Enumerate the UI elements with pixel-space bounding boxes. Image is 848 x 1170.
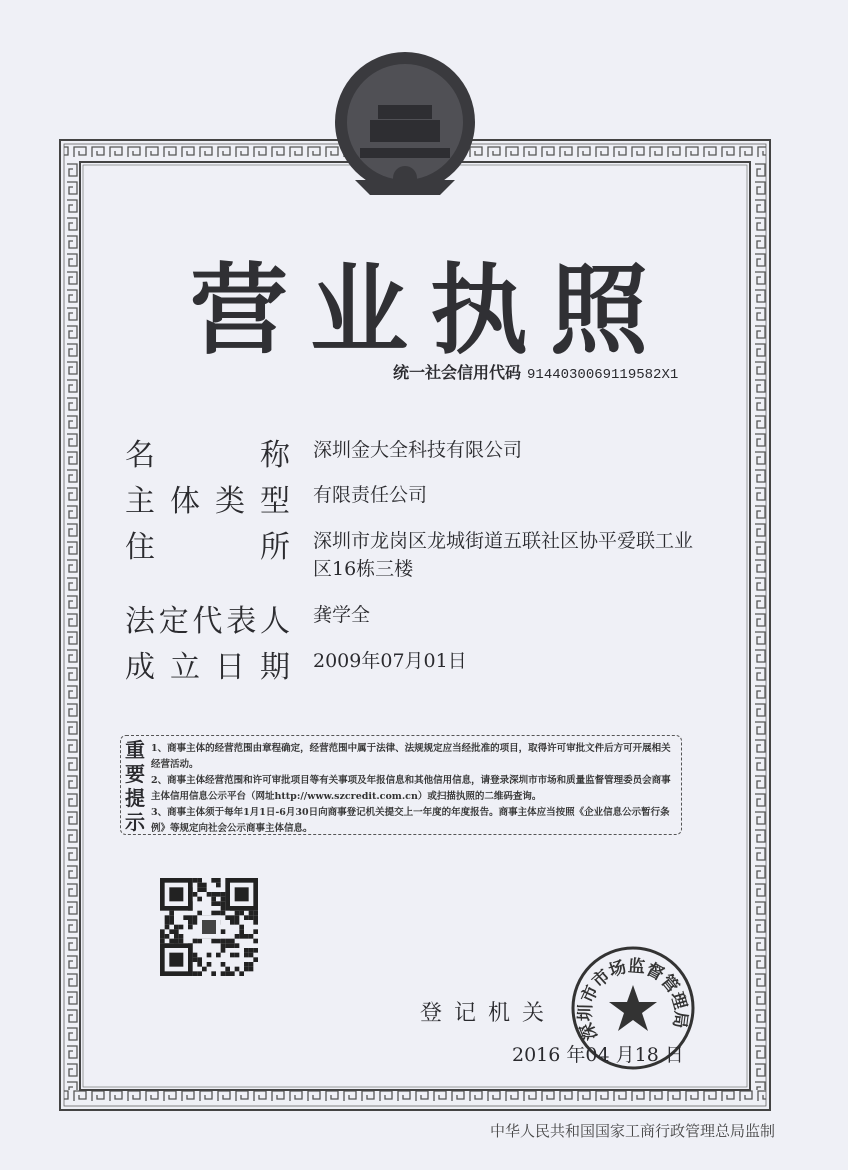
label-char: 日 bbox=[215, 650, 245, 685]
document-title: 营业执照 bbox=[190, 254, 671, 368]
heading-char: 提 bbox=[125, 786, 145, 810]
label-char: 法 bbox=[125, 604, 155, 639]
field-label-established bbox=[125, 642, 290, 686]
field-value-established: 2009年07月01日 bbox=[313, 650, 467, 672]
label-char: 人 bbox=[260, 604, 290, 639]
field-value-name: 深圳金大全科技有限公司 bbox=[313, 439, 523, 461]
label-char: 所 bbox=[260, 530, 290, 565]
field-value-address: 深圳市龙岗区龙城街道五联社区协平爱联工业区16栋三楼 bbox=[313, 530, 694, 580]
credit-code bbox=[393, 360, 678, 389]
seal-text: 深圳市市场监督管理局 bbox=[575, 956, 691, 1044]
label-char: 类 bbox=[215, 484, 245, 519]
label-char: 表 bbox=[226, 604, 257, 639]
qr-code-icon[interactable] bbox=[160, 878, 258, 976]
notice-item: 1、商事主体的经营范围由章程确定，经营范围中属于法律、法规规定应当经批准的项目，取得许可审批文件后方可开展相关经营活动。 bbox=[151, 743, 671, 770]
label-char: 成 bbox=[125, 650, 155, 685]
label-char: 代 bbox=[192, 604, 223, 639]
important-notice-box bbox=[120, 735, 682, 835]
field-label-address bbox=[125, 522, 290, 566]
notice-heading bbox=[125, 738, 147, 834]
label-char: 期 bbox=[260, 650, 290, 685]
label-char: 定 bbox=[158, 604, 189, 639]
label-char: 型 bbox=[260, 484, 290, 519]
field-label-name bbox=[125, 430, 290, 474]
field-value-type: 有限责任公司 bbox=[313, 484, 428, 506]
field-label-type bbox=[125, 476, 290, 520]
credit-code-label: 统一社会信用代码 bbox=[393, 363, 522, 382]
heading-char: 重 bbox=[125, 738, 145, 762]
notice-item: 3、商事主体须于每年1月1日-6月30日向商事登记机关提交上一年度的年度报告。商事主体应当按照《企业信息公示暂行条例》等规定向社会公示商事主体信息。 bbox=[151, 807, 670, 834]
field-value-legal-rep: 龚学全 bbox=[313, 604, 371, 626]
footer-supervisor: 中华人民共和国国家工商行政管理总局监制 bbox=[490, 1122, 776, 1140]
heading-char: 示 bbox=[125, 810, 145, 834]
heading-char: 要 bbox=[125, 762, 145, 786]
label-char: 住 bbox=[125, 530, 155, 565]
notice-item: 2、商事主体经营范围和许可审批项目等有关事项及年报信息和其他信用信息，请登录深圳市市场和质量监督管理委员会商事主体信用信息公示平台（网址http://www.szcredit.com.cn）或扫描执照的二维码查询。 bbox=[151, 775, 671, 802]
label-char: 称 bbox=[260, 438, 290, 473]
label-char: 名 bbox=[125, 438, 155, 473]
label-char: 体 bbox=[170, 484, 200, 519]
field-label-legal-rep bbox=[125, 596, 290, 640]
registration-authority-label: 登记机关 bbox=[420, 1001, 557, 1026]
label-char: 立 bbox=[170, 650, 200, 685]
label-char: 主 bbox=[125, 484, 155, 519]
issue-date: 2016 年04 月18 日 bbox=[512, 1044, 684, 1066]
credit-code-value: 9144030069119582X1 bbox=[527, 367, 679, 383]
